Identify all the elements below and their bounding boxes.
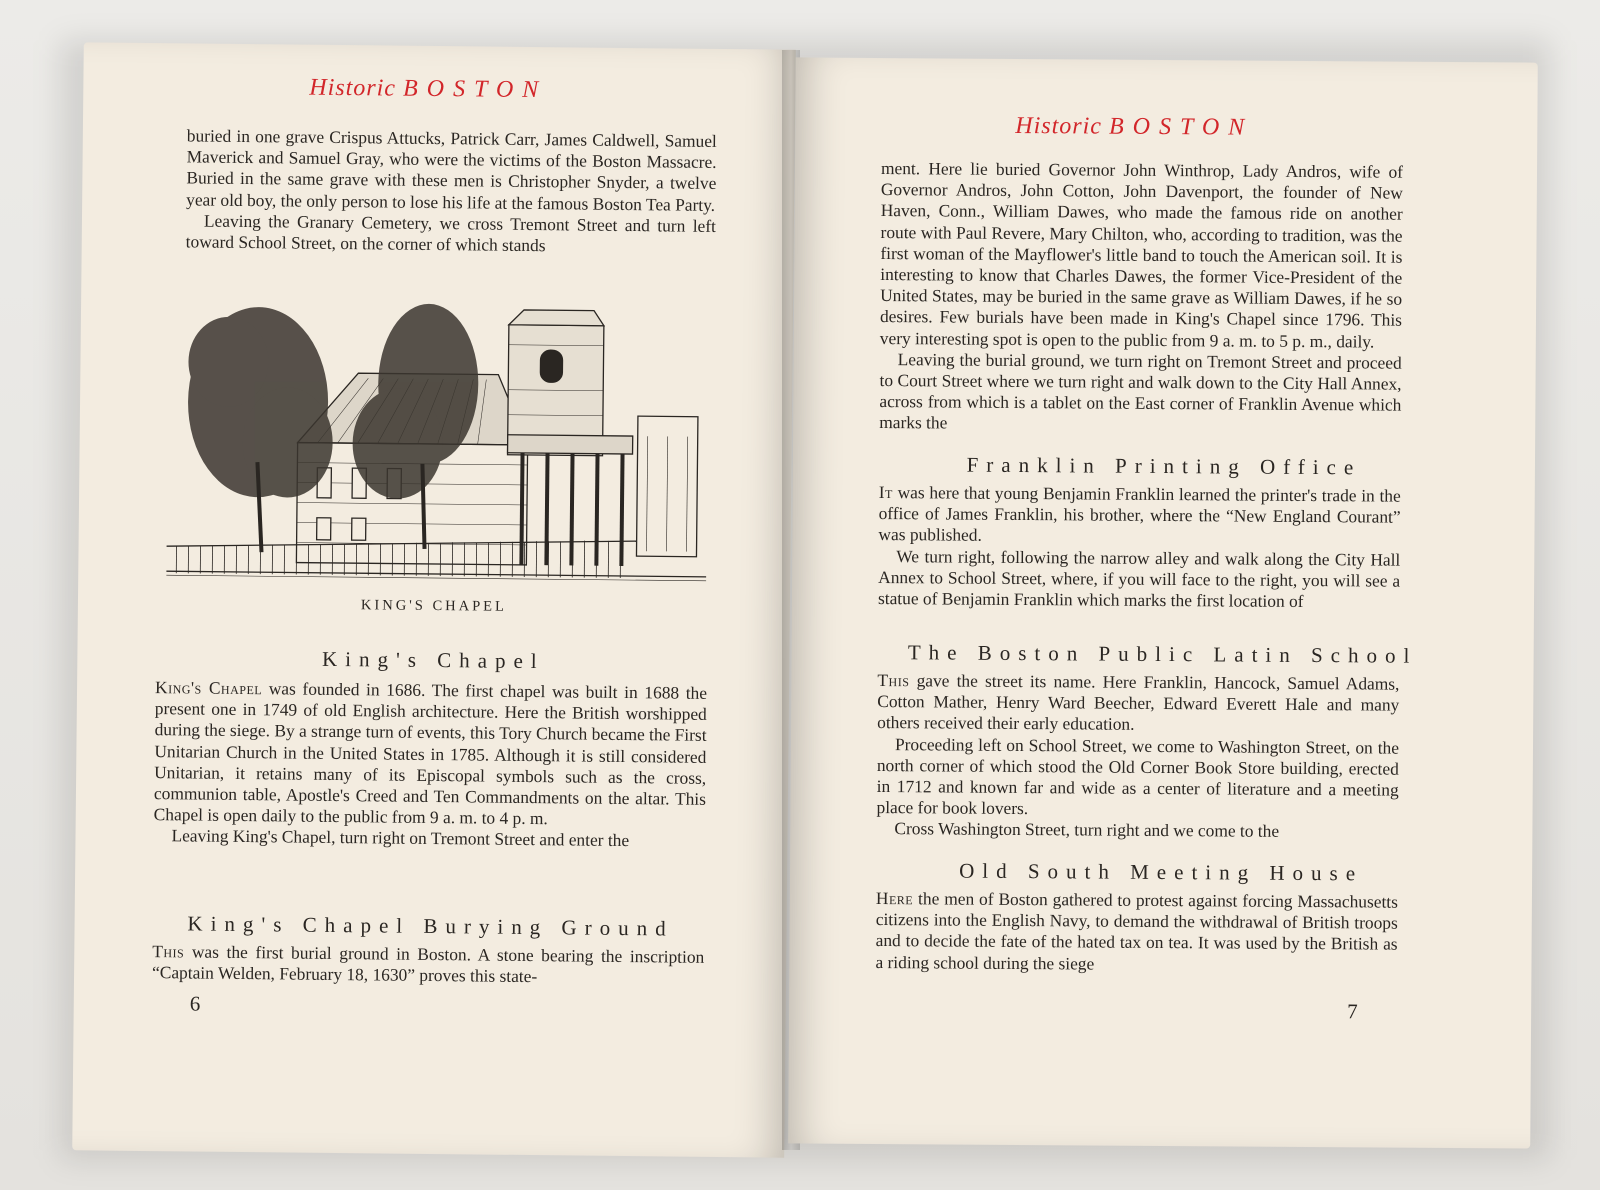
paragraph: Proceeding left on School Street, we come to Washington Street, on the north corner of which stood the Old Corner Book Store building, erected in 1712 and known far and wide as a center of literature and a meeting place for book lovers. (876, 733, 1400, 819)
section-body (153, 677, 707, 852)
paragraph: Leaving the Granary Cemetery, we cross Tremont Street and turn left toward School Street, on the corner of which stands (185, 210, 717, 256)
paragraph-text: gave the street its name. Here Franklin, Hancock, Samuel Adams, Cotton Mather, Henry Ward Beecher, Edward Everett Hale and many others received their early education. (877, 670, 1400, 735)
running-head-italic: Historic (309, 74, 397, 102)
paragraph (877, 670, 1399, 737)
left-top-text (186, 125, 717, 258)
paragraph: Leaving the burial ground, we turn right on Tremont Street and proceed to Court Street where we turn right and walk down to the City Hall Annex, across from which is a tablet on the East corner of Franklin Avenue which marks the (879, 348, 1402, 433)
lead-in: Here (875, 888, 914, 909)
paragraph-text: was founded in 1686. The first chapel was built in 1688 the present one in 1749 of old English architecture. Here the British worshipped during the siege. By a strange turn of events, this Tory Church became the First Unitarian Church in the United States in 1785. Although it is still considered Unitarian, it retains many of its Episcopal symbols such as the cross, communion table, Apostle's Creed and Ten Commandments on the altar. This Chapel is open daily to the public from 9 a. m. to 4 p. m. (153, 678, 708, 829)
lead-in: It (878, 482, 893, 503)
paragraph-text: was the first burial ground in Boston. A stone bearing the inscription “Captain Welden, February 18, 1630” proves this state- (151, 941, 705, 987)
paragraph: Leaving King's Chapel, turn right on Tremont Street and enter the (171, 825, 630, 851)
paragraph: We turn right, following the narrow alley and walk along the City Hall Annex to School Street, where, if you will face to the right, you will see a statue of Benjamin Franklin which marks the first location of (877, 545, 1401, 611)
running-head-left (309, 75, 547, 104)
running-head-italic: Historic (1015, 112, 1103, 140)
page-number: 7 (1347, 999, 1358, 1024)
section-body (152, 941, 704, 989)
section-heading: The Boston Public Latin School (907, 640, 1418, 668)
paragraph (152, 941, 704, 989)
paragraph-text: the men of Boston gathered to protest against forcing Massachusetts citizens into the English Navy, to demand the withdrawal of British troops and to decide the fate of the hated tax on tea. It was used by the British as a riding school during the siege (875, 888, 1398, 974)
lead-in: This (877, 670, 910, 691)
running-head-caps: BOSTON (1108, 113, 1254, 141)
running-head-right (1015, 113, 1253, 142)
paragraph: ment. Here lie buried Governor John Winthrop, Lady Andros, wife of Governor Andros, John Cotton, John Davenport, the founder of New Haven, Conn., William Dawes, who made the famous ride on another route with Paul Revere, Mary Chilton, who, according to tradition, was the first woman of the Mayflower's little band to touch the American soil. It is interesting to know that Charles Dawes, the former Vice-President of the United States, may be buried in the same grave as William Dawes, if he so desires. Few burials have been made in King's Chapel since 1796. This very interesting spot is open to the public from 9 a. m. to 5 p. m., daily. (879, 158, 1404, 352)
paragraph (154, 677, 708, 831)
section-body (878, 482, 1401, 613)
paragraph: Cross Washington Street, turn right and we come to the (894, 818, 1280, 842)
left-page (72, 42, 796, 1157)
paragraph: buried in one grave Crispus Attucks, Patrick Carr, James Caldwell, Samuel Maverick and Samuel Gray, who were the victims of the Boston Massacre. Buried in the same grave with these men is Christopher Snyder, a twelve year old boy, the only person to lose his life at the famous Boston Tea Party. (186, 125, 717, 215)
section-body (876, 670, 1399, 843)
section-heading: Franklin Printing Office (966, 452, 1362, 480)
kings-chapel-illustration (166, 291, 709, 597)
running-head-caps: BOSTON (402, 75, 548, 104)
lead-in: King's Chapel (154, 677, 263, 699)
illustration-caption: KING'S CHAPEL (360, 597, 507, 615)
paragraph-text: was here that young Benjamin Franklin learned the printer's trade in the office of James Franklin, his brother, where the “New England Courant” was published. (878, 482, 1401, 546)
paragraph (878, 482, 1400, 549)
section-body (875, 888, 1398, 976)
page-number: 6 (189, 991, 201, 1016)
right-page (788, 57, 1538, 1148)
section-heading: King's Chapel Burying Ground (187, 911, 674, 941)
section-heading: Old South Meeting House (959, 858, 1364, 886)
lead-in: This (152, 941, 185, 962)
section-heading: King's Chapel (321, 646, 545, 674)
paragraph (875, 888, 1398, 976)
right-top-text (879, 158, 1403, 437)
